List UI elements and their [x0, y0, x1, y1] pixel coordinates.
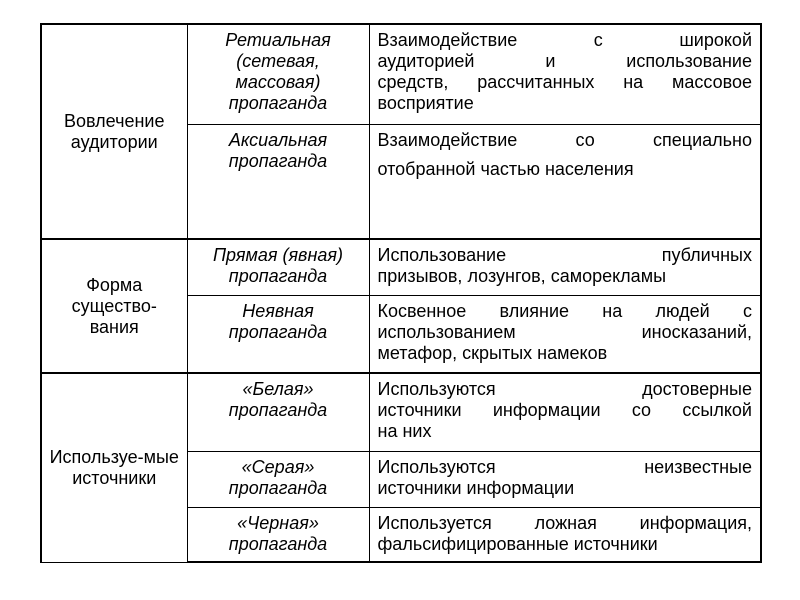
description-line: средств, рассчитанных на массовое — [377, 72, 752, 92]
description-line: фальсифицированные источники — [377, 533, 658, 554]
propaganda-type-cell — [187, 507, 369, 562]
propaganda-type-cell — [187, 295, 369, 373]
description-line: Использование публичных — [377, 245, 752, 265]
description-line: восприятие — [377, 93, 474, 113]
propaganda-type-cell — [187, 239, 369, 295]
propaganda-type-label: «Белая» пропаганда — [228, 379, 328, 420]
description-line: источники информации со ссылкой — [377, 400, 752, 420]
description-line: метафор, скрытых намеков — [377, 342, 608, 363]
table-row — [41, 373, 761, 451]
category-cell — [41, 239, 187, 373]
description-line: аудиторией и использование — [377, 51, 752, 71]
propaganda-type-label: Ретиальная (сетевая, массовая) пропаганда — [225, 30, 331, 113]
table-row — [41, 24, 761, 124]
propaganda-type-label: Неявная пропаганда — [228, 300, 328, 342]
description-cell — [369, 124, 761, 239]
table-row — [41, 239, 761, 295]
description-cell — [369, 507, 761, 562]
description-line: Взаимодействие со специально — [377, 129, 752, 150]
description-line: Используются достоверные — [377, 379, 752, 399]
description-line: отобранной частью населения — [377, 158, 634, 179]
category-label: Форма существо-вания — [71, 274, 157, 337]
category-cell — [41, 373, 187, 562]
description-line: на них — [377, 421, 432, 441]
description-line: призывов, лозунгов, саморекламы — [377, 266, 667, 286]
description-line: Косвенное влияние на людей с — [377, 300, 752, 321]
propaganda-type-cell — [187, 373, 369, 451]
propaganda-type-label: Прямая (явная) пропаганда — [213, 245, 343, 286]
description-cell — [369, 451, 761, 507]
description-line: Используется ложная информация, — [377, 512, 752, 533]
propaganda-type-label: «Черная» пропаганда — [228, 512, 328, 554]
description-line: источники информации — [377, 477, 575, 498]
description-cell — [369, 373, 761, 451]
propaganda-type-cell — [187, 451, 369, 507]
description-cell — [369, 295, 761, 373]
description-line: использованием иносказаний, — [377, 321, 752, 342]
propaganda-type-label: Аксиальная пропаганда — [228, 129, 328, 171]
category-label: Используе-мые источники — [49, 446, 179, 488]
category-cell — [41, 24, 187, 239]
description-line: Взаимодействие с широкой — [377, 30, 752, 50]
propaganda-type-label: «Серая» пропаганда — [228, 456, 328, 498]
propaganda-classification-table — [40, 23, 762, 563]
description-cell — [369, 24, 761, 124]
propaganda-type-cell — [187, 24, 369, 124]
propaganda-type-cell — [187, 124, 369, 239]
description-cell — [369, 239, 761, 295]
description-line: Используются неизвестные — [377, 456, 752, 477]
category-label: Вовлечение аудитории — [64, 110, 165, 152]
